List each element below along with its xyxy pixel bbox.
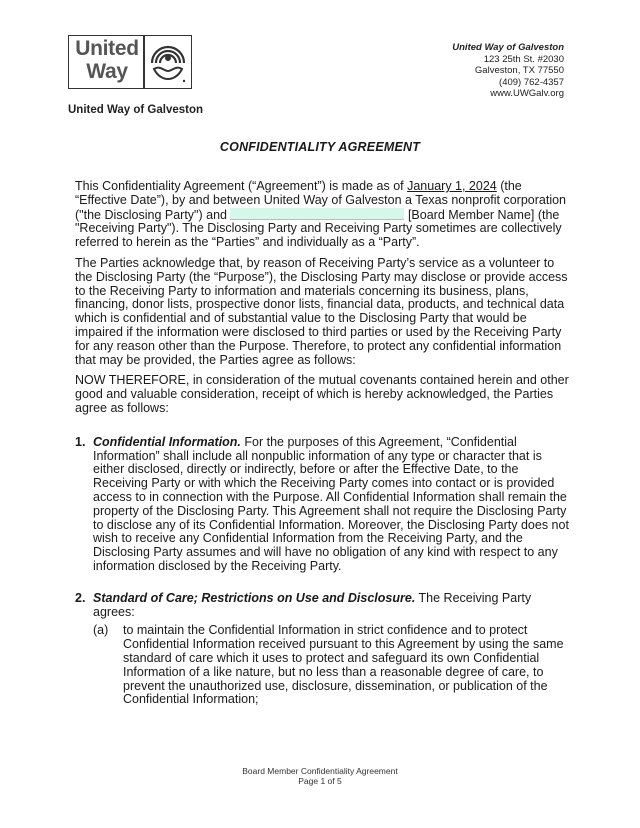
logo-wordmark: United Way	[75, 37, 139, 83]
footer-page-number: Page 1 of 5	[298, 776, 342, 786]
intro-paragraph: This Confidentiality Agreement (“Agreement”) is made as of January 1, 2024 (the “Effective Date”), by and between United Way of Galveston a Texas nonprofit corporation ("the Disclosing Party") and [Board Member Name] (the "Receiving Party"). The Disclosing Party and Receiving Party sometimes are collectively referred to herein as the “Parties” and individually as a “Party”.	[75, 179, 567, 250]
subsection-text: to maintain the Confidential Information in strict confidence and to protect Confidential Information received pursuant to this Agreement by using the same standard of care which it uses to protect and safeguard its own Confidential Information of a like nature, but no less than a reasonable degree of care, to prevent the unauthorized use, disclosure, dissemination, or publication of the Confidential Information;	[123, 623, 564, 707]
footer-document-name: Board Member Confidentiality Agreement	[242, 766, 398, 776]
document-body	[75, 180, 571, 707]
section-text: The Receiving Party agrees:	[93, 590, 532, 619]
section-number: 1.	[75, 434, 86, 449]
address-city: Galveston, TX 77550	[474, 65, 564, 76]
section-text: For the purposes of this Agreement, “Confidential Information” shall include all nonpublic information of any type or character that is either disclosed, directly or indirectly, before or after the Effective Date, to the Receiving Party or with which the Receiving Party comes into contact or is provided access to in connection with the Purpose. All Confidential Information shall remain the property of the Disclosing Party. This Agreement shall not require the Disclosing Party to disclose any of its Confidential Information. Moreover, the Disclosing Party does not wish to receive any Confidential Information from the Receiving Party, and the Disclosing Party assumes and will have no obligation of any kind with respect to any information disclosed by the Receiving Party.	[93, 434, 569, 573]
page-footer	[0, 766, 640, 786]
section-heading: Confidential Information.	[93, 434, 241, 449]
section-number: 2.	[75, 590, 86, 605]
section-heading: Standard of Care; Restrictions on Use and Disclosure.	[93, 590, 416, 605]
effective-date: January 1, 2024	[407, 179, 497, 193]
subsection-label: (a)	[93, 623, 109, 638]
logo-divider	[143, 36, 145, 88]
address-org-name: United Way of Galveston	[452, 42, 564, 53]
subsection-a	[93, 624, 571, 707]
section-standard-of-care	[75, 592, 571, 707]
address-street: 123 25th St. #2030	[483, 53, 564, 65]
address-block	[452, 42, 564, 100]
document-title: CONFIDENTIALITY AGREEMENT	[219, 140, 421, 154]
united-way-logo	[68, 35, 192, 89]
address-website: www.UWGalv.org	[490, 88, 564, 99]
organization-subtitle: United Way of Galveston	[68, 104, 204, 116]
purpose-paragraph: The Parties acknowledge that, by reason of Receiving Party’s service as a volunteer to the Disclosing Party (the “Purpose”), the Disclosing Party may disclose or provide access to the Receiving Party to information and materials concerning its business, plans, financing, donor lists, prospective donor lists, financial data, products, and technical data which is confidential and of substantial value to the Disclosing Party that would be impaired if the information were disclosed to third parties or used by the Receiving Party for any reason other than the Purpose. Therefore, to protect any confidential information that may be provided, the Parties agree as follows:	[75, 255, 568, 367]
board-member-name-field[interactable]	[230, 208, 404, 220]
section-confidential-information	[75, 436, 571, 574]
address-phone: (409) 762-4357	[499, 76, 564, 88]
hands-icon	[148, 41, 188, 83]
now-therefore-paragraph: NOW THEREFORE, in consideration of the mutual covenants contained herein and other good and valuable consideration, receipt of which is hereby acknowledged, the Parties agree as follows:	[75, 373, 569, 415]
